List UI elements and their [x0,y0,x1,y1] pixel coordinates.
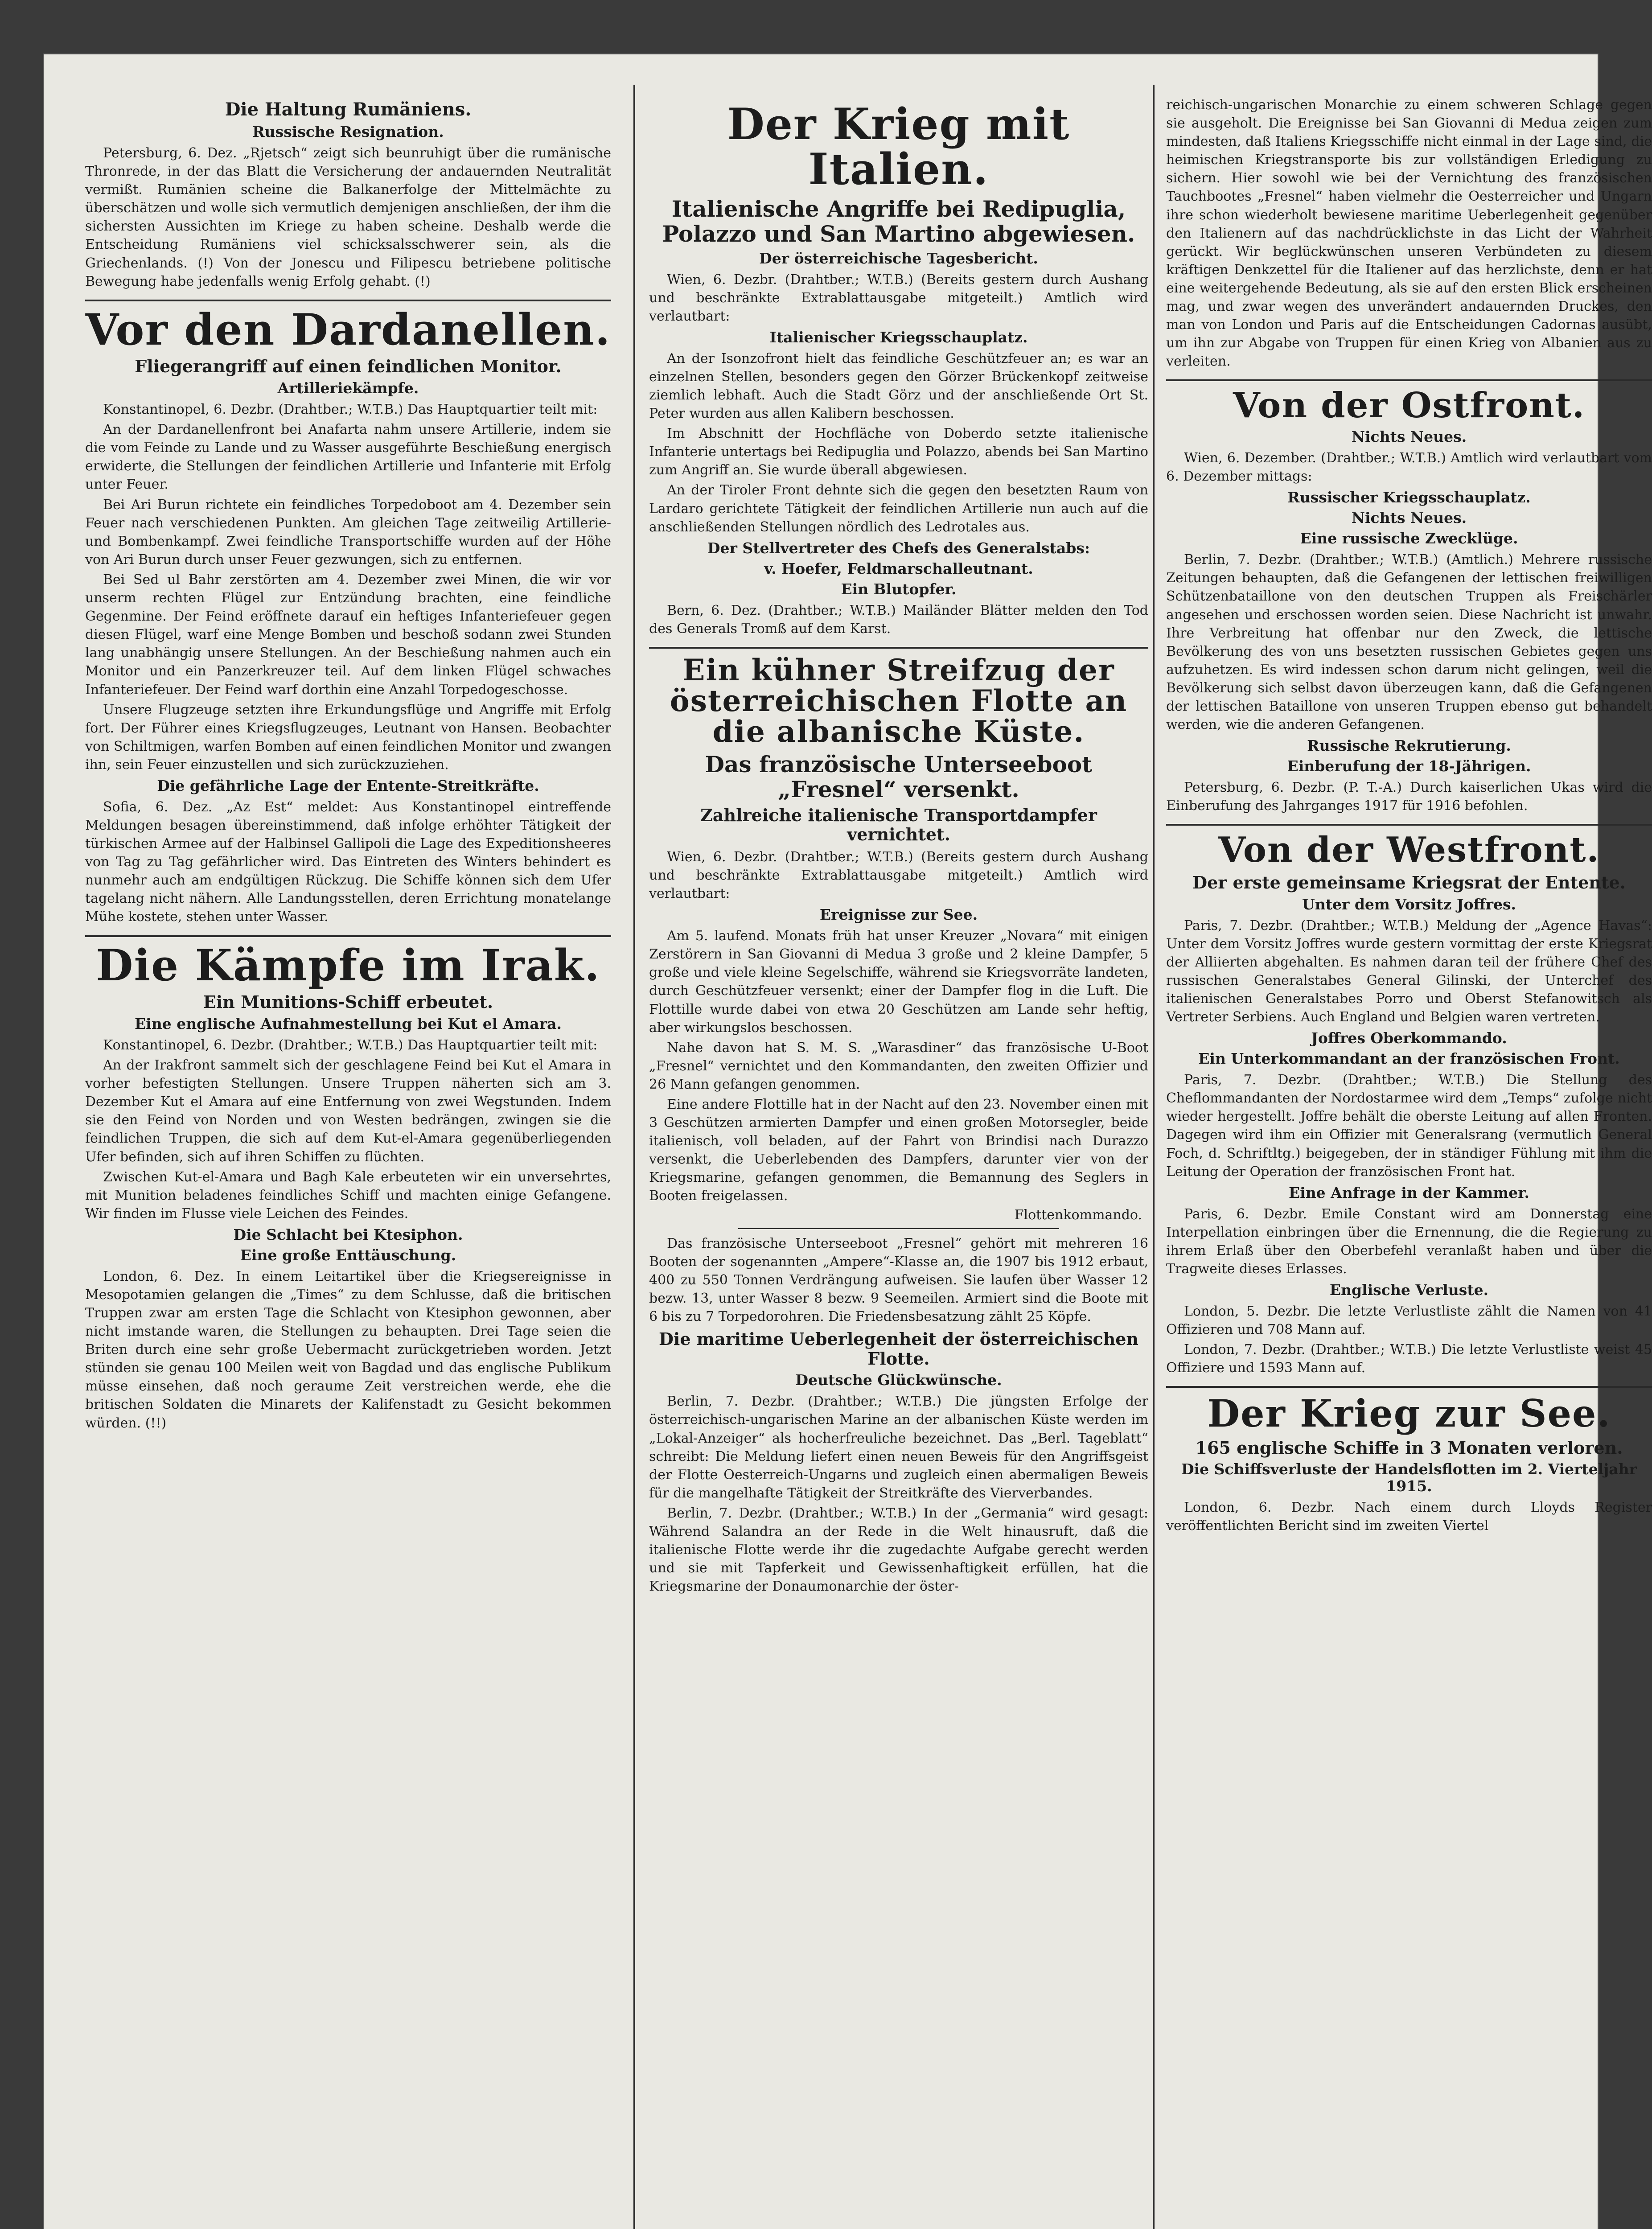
article-paragraph: London, 7. Dezbr. (Drahtber.; W.T.B.) Die letzte Verlustliste weist 45 Offiziere und 1593 Mann auf. [1166,1342,1652,1376]
column-right [1166,96,1652,2229]
article-paragraph: Konstantinopel, 6. Dezbr. (Drahtber.; W.T.B.) Das Hauptquartier teilt mit: [103,1037,598,1053]
article-paragraph: Wien, 6. Dezbr. (Drahtber.; W.T.B.) (Bereits gestern durch Aushang und beschränkte Extrablattausgabe mitgeteilt.) Amtlich wird verlautbart: [649,271,1148,324]
section-divider [1166,1386,1652,1388]
article-kicker: Ereignisse zur See. [819,906,978,924]
article-kicker: Nichts Neues. [1351,428,1467,446]
article-paragraph: London, 6. Dez. In einem Leitartikel über die Kriegsereignisse in Mesopotamien gelangen die „Times“ zu dem Schlusse, daß die britischen Truppen zwar am ersten Tage die Schlacht von Ktesiphon gewonnen, aber nicht imstande waren, die Stellungen zu behaupten. Drei Tage seien die Briten durch eine sehr große Uebermacht zurückgetrieben worden. Jetzt stünden sie genau 100 Meilen weit von Bagdad und das englische Publikum müsse einsehen, daß noch geraume Zeit verstreichen werde, ehe die britischen Soldaten die Minarets der Kalifenstadt zu Gesicht bekommen würden. (!!) [85,1268,611,1431]
article-paragraph: Petersburg, 6. Dez. „Rjetsch“ zeigt sich beunruhigt über die rumänische Thronrede, in der das Blatt die Versicherung der andauernden Neutralität vermißt. Rumänien scheine die Balkanerfolge der Mittelmächte zu überschätzen und wolle sich vermutlich demjenigen anschließen, der ihm die sichersten Aussichten im Kriege zu haben scheine. Deshalb werde die Entscheidung Rumäniens viel schicksalsschwerer sein, als die Griechenlands. (!) Von der Jonescu und Filipescu betriebene politische Bewegung habe jedenfalls wenig Erfolg gehabt. (!) [85,145,611,289]
article-kicker: Russischer Kriegsschauplatz. [1287,489,1531,506]
headline: Ein kühner Streifzug der österreichischen Flotte an die albanische Küste. [670,652,1128,749]
article-paragraph: Konstantinopel, 6. Dezbr. (Drahtber.; W.T.B.) Das Hauptquartier teilt mit: [103,402,598,418]
article-ostfront [1166,387,1652,815]
article-westfront [1166,832,1652,1377]
article-kicker: Eine englische Aufnahmestellung bei Kut el Amara. [135,1015,562,1033]
section-divider [85,935,611,937]
article-paragraph: An der Isonzofront hielt das feindliche Geschützfeuer an; es war an einzelnen Stellen, besonders gegen den Görzer Brückenkopf zeitweise ziemlich lebhaft. Auch die Stadt Görz und der anschließende Ort St. Peter wurden aus allen Kalibern beschossen. [649,350,1148,422]
article-paragraph: Paris, 7. Dezbr. (Drahtber.; W.T.B.) Die Stellung des Cheflommandanten der Nordostarmee wird dem „Temps“ zufolge nicht wieder hergestellt. Joffre behält die oberste Leitung auf allen Fronten. Dagegen wird ihm ein Offizier mit Generalsrang (vermutlich General Foch, d. Schriftltg.) beigegeben, der in ständiger Fühlung mit ihm die Leitung der Operation der französischen Front hat. [1166,1072,1652,1180]
article-kicker: Englische Verluste. [1329,1281,1489,1299]
article-paragraph: reichisch-ungarischen Monarchie zu einem schweren Schlage gegen sie ausgeholt. Die Ereignisse bei San Giovanni di Medua zeigen zum mindesten, daß Italiens Kriegsschiffe nicht einmal in der Lage sind, die heimischen Kriegstransporte bis zur vollständigen Erledigung zu sichern. Hier sowohl wie bei der Vernichtung des französischen Tauchbootes „Fresnel“ haben vielmehr die Oesterreicher und Ungarn ihre schon wiederholt bewiesene maritime Ueberlegenheit gegenüber den Italienern auf das nachdrücklichste in das Licht der Wahrheit gerückt. Wir beglückwünschen unseren Verbündeten zu diesem kräftigen Denkzettel für die Italiener auf das herzlichste, denn er hat eine weitergehende Bedeutung, als sie auf den ersten Blick erscheinen mag, und zwar wegen des unverändert andauernden Druckes, den man von London und Paris auf die Entscheidungen Cadornas ausübt, um ihn zur Abgabe von Truppen für einen Krieg von Albanien aus zu verleiten. [1166,97,1652,370]
article-subtitle: Das französische Unterseeboot „Fresnel“ versenkt. [705,751,1093,802]
headline: Von der Westfront. [1218,830,1600,871]
headline: Die Kämpfe im Irak. [96,940,600,991]
section-divider [1166,824,1652,826]
article-paragraph: Bern, 6. Dez. (Drahtber.; W.T.B.) Mailänder Blätter melden den Tod des Generals Tromß auf dem Karst. [649,602,1148,637]
article-paragraph: London, 5. Dezbr. Die letzte Verlustliste zählt die Namen von 41 Offizieren und 708 Mann auf. [1166,1304,1652,1338]
article-kicker: Eine russische Zwecklüge. [1300,530,1518,547]
article-paragraph: Petersburg, 6. Dezbr. (P. T.-A.) Durch kaiserlichen Ukas wird die Einberufung des Jahrganges 1917 für 1916 befohlen. [1166,780,1652,814]
article-kicker: Russische Rekrutierung. [1307,737,1511,755]
article-kicker: Unter dem Vorsitz Joffres. [1302,895,1516,913]
article-kicker: Ein Blutopfer. [841,580,957,598]
article-paragraph: Paris, 7. Dezbr. (Drahtber.; W.T.B.) Meldung der „Agence Havas“: Unter dem Vorsitz Joffres wurde gestern vormittag der erste Kriegsrat der Alliierten abgehalten. Es nahmen daran teil der frühere Chef des russischen Generalstabes General Gilinski, der Unterchef des italienischen Generalstabes Porro und Oberst Stefanowitsch als Vertreter Serbiens. Auch England und Belgien waren vertreten. [1166,917,1652,1025]
article-kicker: Die gefährliche Lage der Entente-Streitkräfte. [157,777,539,794]
column-rule [633,85,635,2229]
article-kicker: Artilleriekämpfe. [277,379,419,397]
article-paragraph: An der Dardanellenfront bei Anafarta nahm unsere Artillerie, indem sie die vom Feinde zu Lande und zu Wasser ausgeführte Beschießung energisch erwiderte, die Stellungen der feindlichen Artillerie und Infanterie mit Erfolg unter Feuer. [85,422,611,493]
article-kicker: Italienischer Kriegsschauplatz. [769,328,1028,346]
column-middle [649,96,1148,2229]
article-paragraph: Eine andere Flottille hat in der Nacht auf den 23. November einen mit 3 Geschützen armierten Dampfer und einen großen Motorsegler, beide italienisch, voll beladen, auf der Fahrt von Brindisi nach Durazzo versenkt, die Ueberlebenden des Dampfers, darunter vier von der Kriegsmarine, gefangen genommen, die Bemannung des Seglers in Booten freigelassen. [649,1097,1148,1204]
section-divider [649,647,1148,649]
article-paragraph: Unsere Flugzeuge setzten ihre Erkundungsflüge und Angriffe mit Erfolg fort. Der Führer eines Kriegsflugzeuges, Leutnant von Hansen. Beobachter von Schiltmigen, warfen Bomben auf einen feindlichen Monitor und zwangen ihn, sein Feuer einzustellen und sich zurückzuziehen. [85,702,611,773]
article-paragraph: Wien, 6. Dezbr. (Drahtber.; W.T.B.) (Bereits gestern durch Aushang und beschränkte Extrablattausgabe mitgeteilt.) Amtlich wird verlautbart: [649,849,1148,902]
section-divider [85,300,611,301]
article-paragraph: Nahe davon hat S. M. S. „Warasdiner“ das französische U-Boot „Fresnel“ vernichtet und den Kommandanten, den zweiten Offizier und 26 Mann gefangen genommen. [649,1040,1148,1092]
article-subtitle: Ein Munitions-Schiff erbeutet. [203,992,493,1012]
article-paragraph: Paris, 6. Dezbr. Emile Constant wird am Donnerstag eine Interpellation einbringen über die Ernennung, die die Regierung zu ihrem Erlaß über den Oberbefehl veranlaßt haben und über die Tragweite dieses Erlasses. [1166,1206,1652,1277]
article-kicker: Nichts Neues. [1351,509,1467,527]
article-rumaenien [85,99,611,291]
article-continuation [1166,96,1652,370]
article-kicker: Einberufung der 18-Jährigen. [1287,757,1531,775]
article-subtitle: Russische Resignation. [252,123,444,140]
short-divider [738,1228,1059,1229]
headline: Vor den Dardanellen. [85,304,611,355]
article-subtitle: Italienische Angriffe bei Redipuglia, Polazzo und San Martino abgewiesen. [662,195,1135,247]
section-divider [1166,379,1652,381]
article-paragraph: Das französische Unterseeboot „Fresnel“ gehört mit mehreren 16 Booten der sogenannten „Ampere“-Klasse an, die 1907 bis 1912 erbaut, 400 zu 550 Tonnen Verdrängung aufweisen. Sie laufen über Wasser 12 bezw. 13, unter Wasser 8 bezw. 9 Seemeilen. Armiert sind die Boote mit 6 bis zu 7 Torpedorohren. Die Friedensbesatzung zählt 25 Köpfe. [649,1235,1148,1324]
article-kicker: Ein Unterkommandant an der französischen Front. [1198,1050,1620,1068]
headline: Von der Ostfront. [1233,385,1586,426]
article-paragraph: An der Irakfront sammelt sich der geschlagene Feind bei Kut el Amara in vorher befestigten Stellungen. Unsere Truppen näherten sich am 3. Dezember Kut el Amara auf eine Entfernung von zwei Wegstunden. Indem sie den Feind von Norden und von Westen bedrängen, zwingen sie die feindlichen Truppen, die sich auf dem Kut-el-Amara gegenüberliegenden Ufer befinden, sich auf ihren Schiffen zu flüchten. [85,1057,611,1165]
article-kicker: Deutsche Glückwünsche. [795,1371,1002,1389]
article-italien [649,99,1148,638]
article-kicker: Eine Anfrage in der Kammer. [1289,1184,1529,1201]
article-kicker: Joffres Oberkommando. [1311,1029,1507,1047]
article-paragraph: Berlin, 7. Dezbr. (Drahtber.; W.T.B.) (Amtlich.) Mehrere russische Zeitungen behaupten, daß die Gefangenen der lettischen freiwilligen Schützenbataillone von den deutschen Truppen als Freischärler angesehen und erschossen worden seien. Diese Nachricht ist unwahr. Ihre Verbreitung hat offenbar nur den Zweck, die lettische Bevölkerung des von uns besetzten russischen Gebietes gegen uns aufzuhetzen. Es wird indessen schon darum nicht gelingen, weil die Bevölkerung sich selbst davon überzeugen kann, daß die Gefangenen der lettischen Bataillone von unseren Truppen ebenso gut behandelt werden, wie die anderen Gefangenen. [1166,552,1652,733]
article-paragraph: Berlin, 7. Dezbr. (Drahtber.; W.T.B.) Die jüngsten Erfolge der österreichisch-ungarischen Marine an der albanischen Küste werden im „Lokal-Anzeiger“ als hocherfreuliche bezeichnet. Das „Berl. Tageblatt“ schreibt: Die Meldung liefert einen neuen Beweis für den Angriffsgeist der Flotte Oesterreich-Ungarns und zugleich einen abermaligen Beweis für die mangelhafte Tätigkeit der Streitkräfte des Vierverbandes. [649,1394,1148,1501]
article-paragraph: An der Tiroler Front dehnte sich die gegen den besetzten Raum von Lardaro gerichtete Tätigkeit der feindlichen Artillerie nun auch auf die anschließenden Stellungen nördlich des Ledrotales aus. [649,482,1148,535]
article-subtitle: Der erste gemeinsame Kriegsrat der Entente. [1192,872,1626,893]
article-paragraph: Bei Ari Burun richtete ein feindliches Torpedoboot am 4. Dezember sein Feuer nach verschiedenen Punkten. Am gleichen Tage zeitweilig Artillerie- und Bombenkampf. Zwei feindliche Transportschiffe wurden auf der Höhe von Ari Burun durch unser Feuer gezwungen, sich zu entfernen. [85,497,611,568]
headline: Der Krieg mit Italien. [727,99,1070,194]
article-paragraph: Sofia, 6. Dez. „Az Est“ meldet: Aus Konstantinopel eintreffende Meldungen besagen übereinstimmend, daß infolge erhöhter Tätigkeit der türkischen Armee auf der Halbinsel Gallipoli die Lage des Expeditionsheeres von Tag zu Tag gefährlicher wird. Das Eintreten des Winters behindert es nunmehr auch am endgültigen Rückzug. Die Schiffe können sich dem Ufer tagelang nicht nähern. Alle Landungsstellen, deren Errichtung monatelange Mühe kostete, stehen unter Wasser. [85,799,611,925]
signature: Flottenkommando. [1014,1207,1142,1223]
signature: Der Stellvertreter des Chefs des Generalstabs: [707,539,1090,557]
article-kicker: Zahlreiche italienische Transportdampfer vernichtet. [700,805,1097,845]
column-rule [1153,85,1155,2229]
article-paragraph: Berlin, 7. Dezbr. (Drahtber.; W.T.B.) In der „Germania“ wird gesagt: Während Salandra an der Rede in die Welt hinausruft, daß die italienische Flotte werde ihr die zugedachte Aufgabe gerecht werden und sie mit Tapferkeit und Gewissenhaftigkeit erfüllen, hat die Kriegsmarine der Donaumonarchie der öster- [649,1505,1148,1595]
headline: Der Krieg zur See. [1207,1391,1611,1436]
signature: v. Hoefer, Feldmarschalleutnant. [764,559,1033,577]
article-paragraph: Zwischen Kut-el-Amara und Bagh Kale erbeuteten wir ein unversehrtes, mit Munition beladenes feindliches Schiff und machten einige Gefangene. Wir finden im Flusse viele Leichen des Feindes. [85,1169,611,1221]
article-kicker: Die maritime Ueberlegenheit der österreichischen Flotte. [658,1329,1139,1369]
article-paragraph: London, 6. Dezbr. Nach einem durch Lloyds Register veröffentlichten Bericht sind im zweiten Viertel [1166,1500,1652,1534]
article-paragraph: Wien, 6. Dezember. (Drahtber.; W.T.B.) Amtlich wird verlautbart vom 6. Dezember mittags: [1166,450,1652,485]
article-irak [85,940,611,1432]
article-streifzug [649,652,1148,1596]
article-krieg-zur-see [1166,1391,1652,1535]
article-kicker: Der österreichische Tagesbericht. [759,249,1038,267]
article-paragraph: Bei Sed ul Bahr zerstörten am 4. Dezember zwei Minen, die wir vor unserm rechten Flügel zur Entzündung brachten, eine feindliche Gegenmine. Der Feind eröffnete darauf ein heftiges Infanteriefeuer gegen diesen Flügel, warf eine Menge Bomben und beschoß sodann zwei Stunden lang unabhängig unsere Stellungen. An der Beschießung nahmen auch ein Monitor und ein Panzerkreuzer teil. Auf dem linken Flügel schwaches Infanteriefeuer. Der Feind warf dorthin eine Anzahl Torpedogeschosse. [85,572,611,698]
article-paragraph: Am 5. laufend. Monats früh hat unser Kreuzer „Novara“ mit einigen Zerstörern in San Giovanni di Medua 3 große und 2 kleine Dampfer, 5 große und viele kleine Segelschiffe, während sie Kriegsvorräte landeten, durch Geschützfeuer versenkt; einer der Dampfer flog in die Luft. Die Flottille wurde dabei von etwa 20 Geschützen am Lande sehr heftig, aber wirkungslos beschossen. [649,928,1148,1036]
article-subtitle: 165 englische Schiffe in 3 Monaten verloren. [1195,1437,1623,1458]
article-kicker: Die Schiffsverluste der Handelsflotten im 2. Vierteljahr 1915. [1181,1460,1637,1495]
column-left [85,96,611,2229]
article-subtitle: Fliegerangriff auf einen feindlichen Monitor. [135,356,562,377]
article-title: Die Haltung Rumäniens. [225,99,472,120]
article-kicker: Eine große Enttäuschung. [240,1246,456,1264]
article-kicker: Die Schlacht bei Ktesiphon. [233,1226,463,1243]
newspaper-page [43,53,1652,2229]
article-dardanellen [85,304,611,926]
article-paragraph: Im Abschnitt der Hochfläche von Doberdo setzte italienische Infanterie untertags bei Redipuglia und Polazzo, abends bei San Martino zum Angriff an. Sie wurde überall abgewiesen. [649,426,1148,478]
